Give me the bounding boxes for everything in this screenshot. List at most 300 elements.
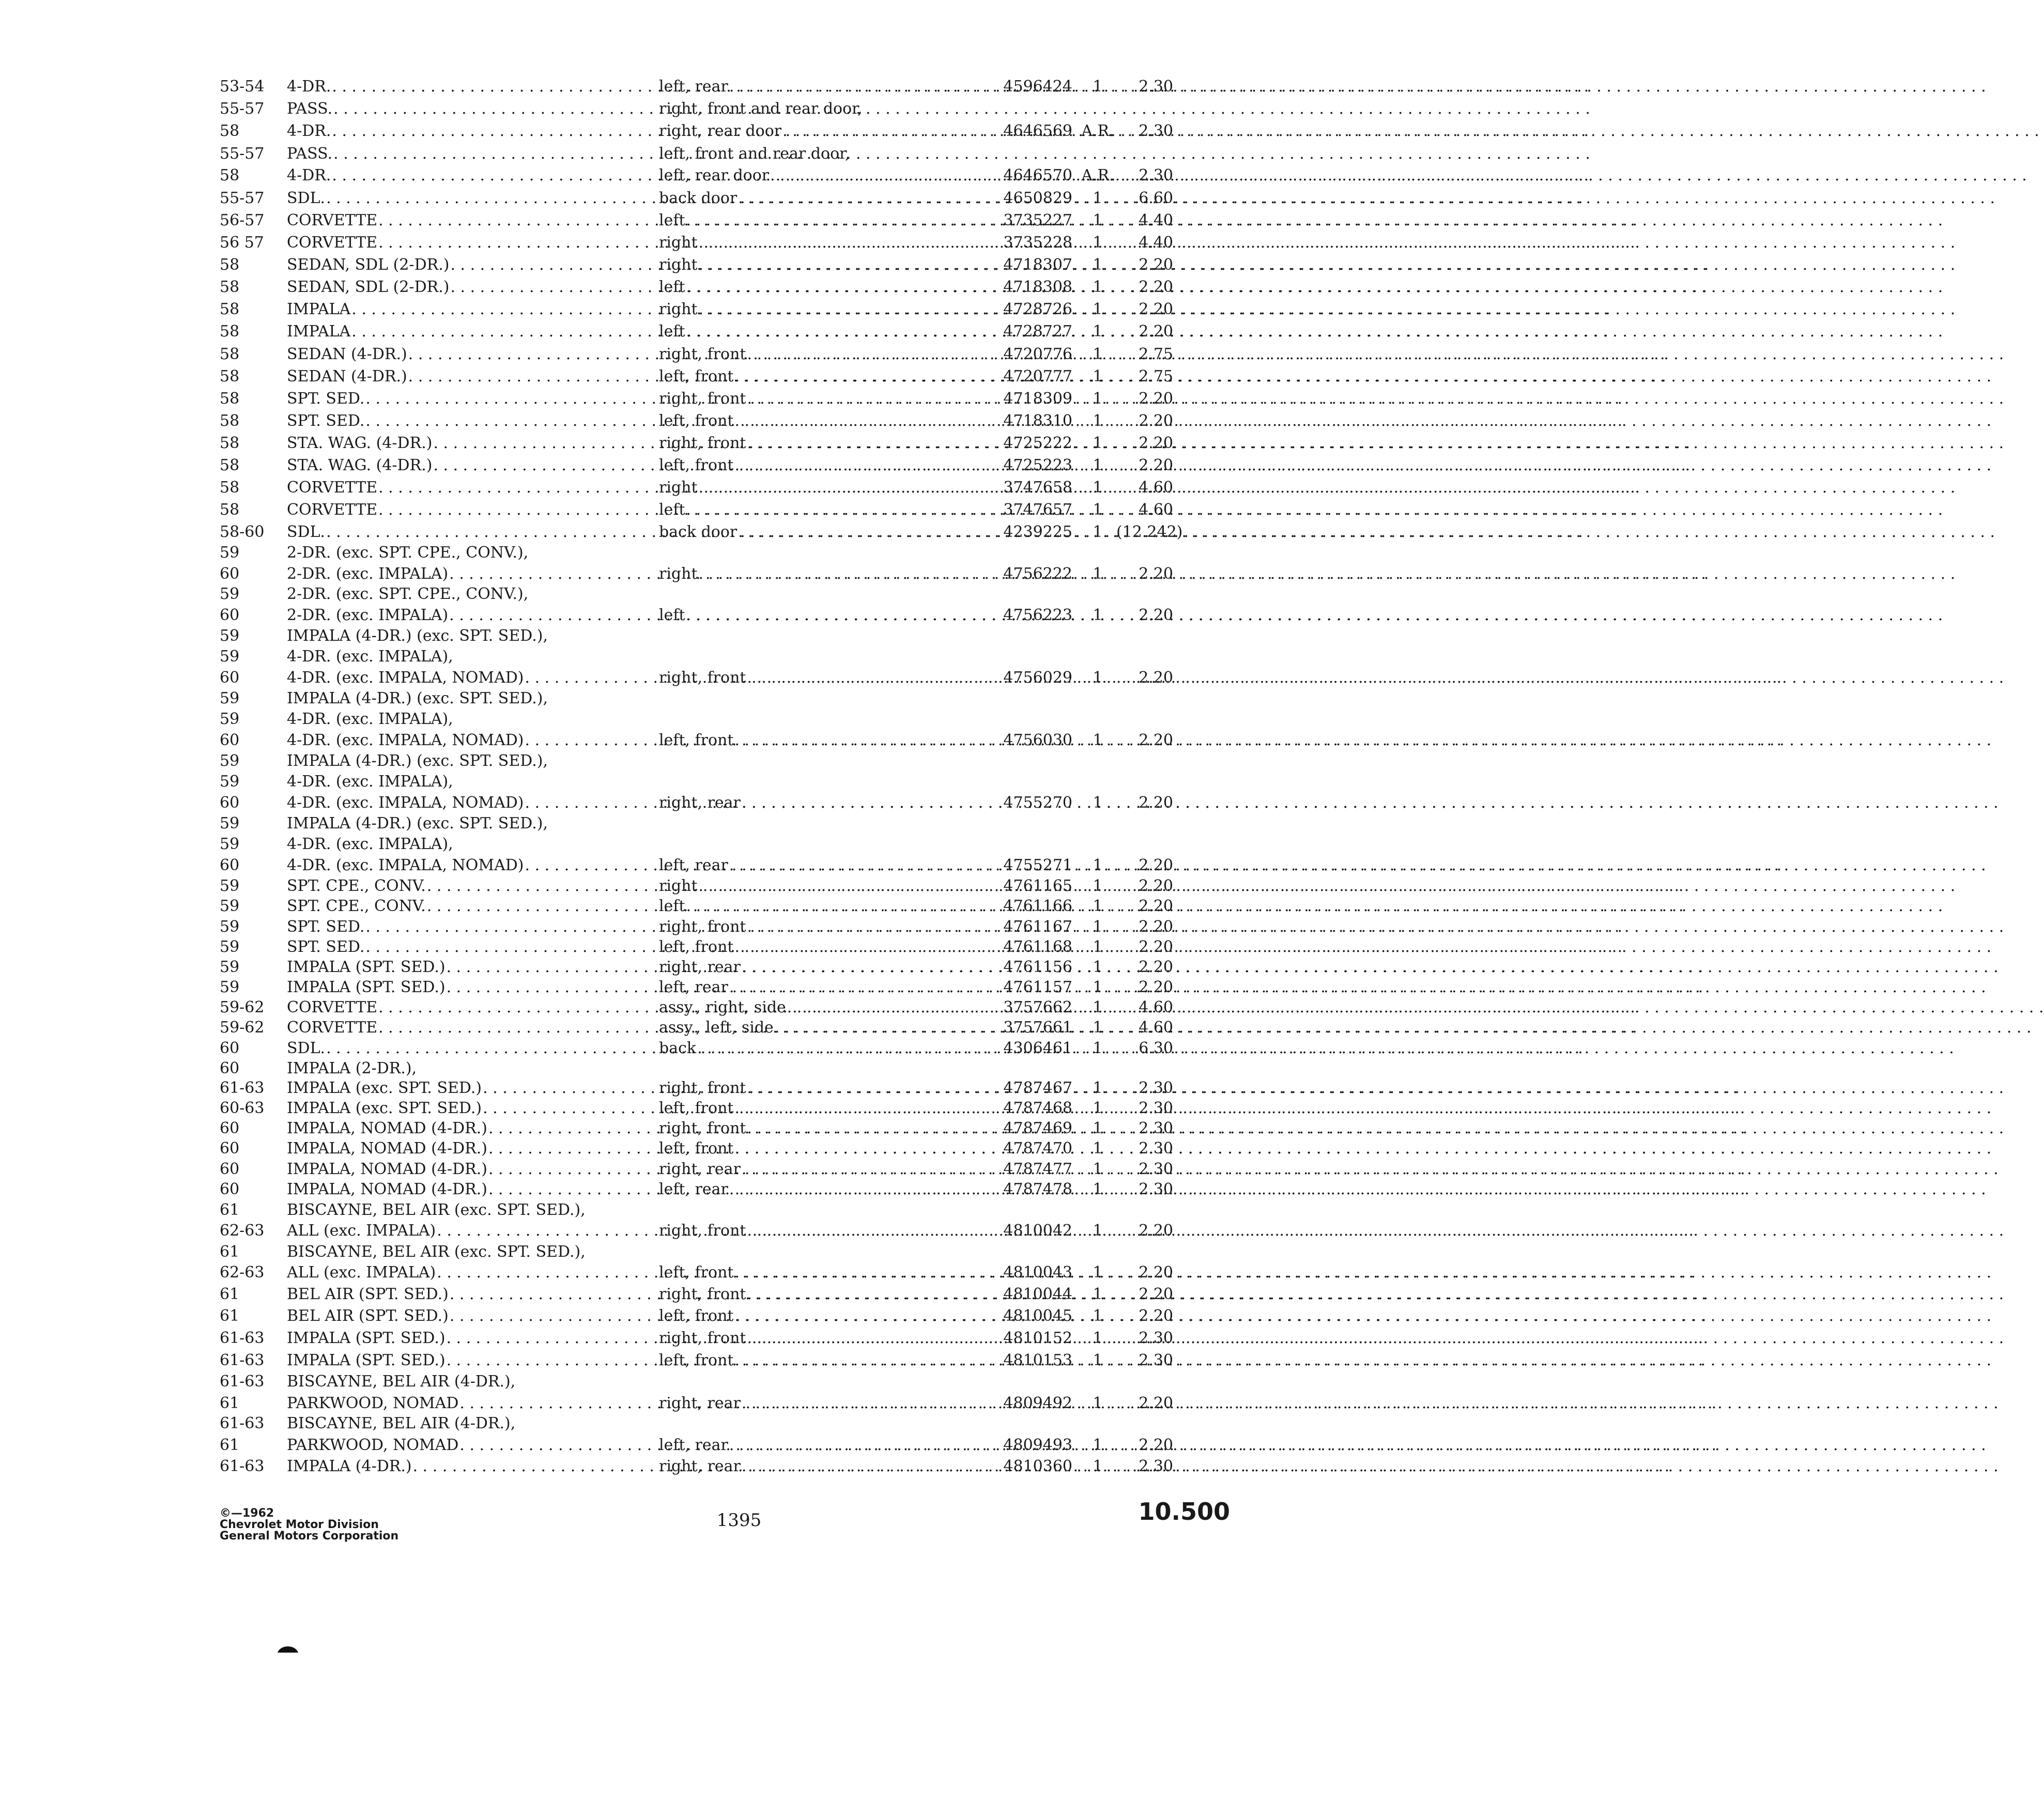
model-year: 55-57	[220, 100, 265, 118]
body-model	[287, 876, 600, 897]
part-number: 4761166	[1003, 897, 1072, 915]
list-price	[1116, 1242, 1173, 1262]
part-description-text: left	[659, 606, 685, 624]
table-row	[0, 210, 1307, 231]
dot-leader	[729, 1179, 1986, 1200]
body-model	[287, 500, 600, 520]
body-model	[287, 433, 600, 454]
table-row	[0, 1242, 1307, 1262]
part-description-text: right, front	[659, 345, 746, 363]
body-model	[287, 210, 600, 231]
body-model	[287, 233, 600, 253]
quantity: 1	[1093, 1351, 1103, 1369]
body-model	[287, 321, 600, 342]
body-model-text: STA. WAG. (4-DR.)	[287, 456, 433, 474]
table-row	[0, 917, 1307, 937]
part-description-text: right, front	[659, 1329, 746, 1347]
model-year: 60	[220, 794, 240, 812]
quantity: 1	[1093, 367, 1103, 386]
model-year: 58	[220, 390, 240, 408]
part-description	[659, 605, 977, 626]
part-description	[659, 165, 977, 186]
quantity: 1	[1093, 1307, 1103, 1325]
quantity: 1	[1093, 877, 1103, 895]
body-model-text: IMPALA	[287, 322, 351, 341]
body-model	[287, 1350, 600, 1371]
body-model-text: IMPALA (2-DR.),	[287, 1059, 417, 1077]
table-row	[0, 793, 1307, 813]
part-number	[982, 646, 1072, 667]
table-row	[0, 299, 1307, 320]
model-year: 62-63	[220, 1263, 265, 1282]
part-description	[659, 366, 977, 387]
part-description-text: left	[659, 501, 685, 519]
body-model-text: SEDAN (4-DR.)	[287, 345, 407, 363]
list-price: 2.20	[1139, 256, 1173, 274]
model-year: 58	[220, 434, 240, 452]
part-number: 4761167	[1003, 918, 1072, 936]
model-year: 60	[220, 669, 240, 687]
model-year: 59	[220, 627, 240, 645]
body-model	[287, 255, 600, 275]
part-number	[982, 751, 1072, 772]
model-year: 60-63	[220, 1099, 265, 1117]
quantity: 1	[1093, 1222, 1103, 1240]
table-row	[0, 1284, 1307, 1305]
body-model-text: IMPALA (SPT. SED.)	[287, 1351, 445, 1369]
body-model-text: IMPALA (4-DR.) (exc. SPT. SED.),	[287, 689, 548, 707]
list-price: 2.20	[1139, 938, 1173, 956]
model-year: 60	[220, 565, 240, 583]
table-row	[0, 411, 1307, 431]
part-description-text: right, rear door	[659, 122, 782, 140]
list-price: 6.30	[1139, 1039, 1173, 1057]
part-description-text: right, front	[659, 669, 746, 687]
dot-leader	[734, 1262, 1991, 1283]
quantity	[1079, 1058, 1116, 1079]
body-model	[287, 477, 600, 498]
list-price	[1116, 772, 1173, 792]
body-model-text: 2-DR. (exc. IMPALA)	[287, 606, 449, 624]
part-description-text: right, rear	[659, 1160, 741, 1178]
list-price	[1116, 688, 1173, 709]
quantity	[1079, 834, 1116, 855]
part-description-text: right, rear	[659, 1394, 741, 1412]
dot-leader	[787, 997, 2044, 1018]
list-price	[1116, 1413, 1173, 1434]
part-description-text: right, rear	[659, 1457, 741, 1475]
table-row	[0, 455, 1307, 476]
dot-leader	[782, 121, 2039, 142]
quantity	[1079, 1242, 1116, 1262]
table-row	[0, 1118, 1307, 1139]
part-description	[659, 1306, 977, 1327]
dot-leader	[699, 255, 1956, 275]
part-description-text: right, front	[659, 1079, 746, 1097]
dot-leader	[686, 210, 1943, 231]
dot-leader	[699, 477, 1956, 498]
part-description	[659, 688, 977, 709]
part-number	[982, 1058, 1072, 1079]
body-model	[287, 668, 600, 688]
list-price: 2.30	[1139, 1329, 1173, 1347]
body-model-text: 4-DR.	[287, 122, 331, 140]
quantity: 1	[1093, 856, 1103, 874]
list-price: 2.20	[1139, 897, 1173, 915]
body-model-text: IMPALA, NOMAD (4-DR.)	[287, 1160, 487, 1178]
list-price: 2.30	[1139, 122, 1173, 140]
model-year: 59	[220, 958, 240, 976]
list-price: 4.60	[1139, 501, 1173, 519]
model-year: 59	[220, 897, 240, 915]
dot-leader	[747, 668, 2004, 688]
part-description	[659, 855, 977, 876]
body-model-text: CORVETTE	[287, 211, 378, 229]
list-price: 2.20	[1139, 300, 1173, 318]
table-row	[0, 1221, 1307, 1241]
part-description	[659, 977, 977, 998]
body-model-text: BEL AIR (SPT. SED.)	[287, 1285, 449, 1303]
body-model	[287, 99, 600, 119]
part-description-text: left	[659, 211, 685, 229]
part-description	[659, 389, 977, 409]
part-description	[659, 76, 977, 97]
part-description	[659, 1058, 977, 1079]
table-row	[0, 121, 1307, 142]
table-row	[0, 977, 1307, 998]
model-year: 56 57	[220, 234, 264, 252]
part-description	[659, 730, 977, 751]
part-number: 4810045	[1003, 1307, 1072, 1325]
quantity: 1	[1093, 434, 1103, 452]
body-model	[287, 188, 600, 209]
dot-leader	[729, 1435, 1986, 1456]
list-price	[1116, 144, 1173, 164]
part-description-text: right, rear	[659, 958, 741, 976]
part-description-text: right, front	[659, 390, 746, 408]
table-row	[0, 709, 1307, 730]
part-description-text: left, rear	[659, 78, 728, 96]
part-number: 4761157	[1003, 978, 1072, 996]
body-model-text: CORVETTE	[287, 1019, 378, 1037]
dot-leader	[729, 977, 1986, 998]
model-year: 60	[220, 731, 240, 749]
part-description-text: back door	[659, 523, 737, 541]
part-number: 4650829	[1003, 189, 1072, 207]
body-model-text: 4-DR. (exc. IMPALA, NOMAD)	[287, 794, 524, 812]
body-model	[287, 751, 600, 772]
body-model-text: 2-DR. (exc. IMPALA)	[287, 565, 449, 583]
model-year: 58	[220, 367, 240, 386]
quantity: 1	[1093, 1263, 1103, 1282]
part-description-text: right, front	[659, 1222, 746, 1240]
list-price: 2.20	[1139, 456, 1173, 474]
part-description-text: left, rear	[659, 1436, 728, 1454]
quantity: 1	[1093, 322, 1103, 341]
model-year: 55-57	[220, 145, 265, 163]
dot-leader	[747, 917, 2004, 937]
body-model	[287, 277, 600, 298]
body-model	[287, 1221, 600, 1241]
dot-leader	[699, 299, 1956, 320]
part-description	[659, 1393, 977, 1414]
model-year: 58	[220, 166, 240, 184]
model-year: 58	[220, 501, 240, 519]
table-row	[0, 1200, 1307, 1221]
list-price: 2.20	[1139, 1307, 1173, 1325]
model-year: 60	[220, 1180, 240, 1198]
body-model-text: IMPALA (SPT. SED.)	[287, 978, 445, 996]
list-price: 2.30	[1139, 1139, 1173, 1158]
body-model	[287, 1393, 600, 1414]
list-price	[1116, 1371, 1173, 1392]
table-row	[0, 188, 1307, 209]
part-description	[659, 1159, 977, 1180]
part-number	[982, 584, 1072, 605]
model-year: 61	[220, 1201, 240, 1219]
list-price	[1116, 543, 1173, 563]
part-number	[982, 99, 1072, 119]
quantity	[1079, 1200, 1116, 1221]
body-model	[287, 1078, 600, 1099]
part-description-text: left, front	[659, 731, 734, 749]
body-model	[287, 1306, 600, 1327]
body-model	[287, 1038, 600, 1059]
table-row	[0, 668, 1307, 688]
model-year: 61-63	[220, 1457, 265, 1475]
part-number	[982, 626, 1072, 646]
body-model-text: SDL.	[287, 1039, 326, 1057]
dot-leader	[747, 1118, 2004, 1139]
quantity: 1	[1093, 234, 1103, 252]
part-description-text: right	[659, 565, 698, 583]
list-price	[1116, 99, 1173, 119]
body-model	[287, 957, 600, 978]
quantity: 1	[1093, 300, 1103, 318]
list-price: 2.30	[1139, 1119, 1173, 1137]
part-number: 4720776	[1003, 345, 1072, 363]
body-model-text: BISCAYNE, BEL AIR (4-DR.),	[287, 1414, 516, 1432]
part-number	[982, 834, 1072, 855]
table-row	[0, 1159, 1307, 1180]
body-model	[287, 299, 600, 320]
body-model	[287, 584, 600, 605]
quantity: 1	[1093, 938, 1103, 956]
list-price: 2.20	[1139, 1263, 1173, 1282]
quantity: 1	[1093, 501, 1103, 519]
list-price: 2.30	[1139, 166, 1173, 184]
quantity: 1	[1093, 669, 1103, 687]
quantity: 1	[1093, 1329, 1103, 1347]
table-row	[0, 1038, 1307, 1059]
list-price: 6.60	[1139, 189, 1173, 207]
list-price: 2.20	[1139, 1436, 1173, 1454]
part-number	[982, 772, 1072, 792]
part-description	[659, 543, 977, 563]
model-year: 61	[220, 1243, 240, 1261]
model-year: 59	[220, 773, 240, 791]
part-description	[659, 937, 977, 958]
list-price: 4.60	[1139, 1019, 1173, 1037]
quantity	[1079, 709, 1116, 730]
body-model-text: IMPALA (exc. SPT. SED.)	[287, 1099, 482, 1117]
body-model-text: BEL AIR (SPT. SED.)	[287, 1307, 449, 1325]
dot-leader	[734, 1350, 1991, 1371]
list-price: (12.242)	[1116, 523, 1183, 541]
body-model-text: ALL (exc. IMPALA)	[287, 1222, 436, 1240]
body-model-text: SPT. SED.	[287, 918, 365, 936]
body-model-text: IMPALA (4-DR.) (exc. SPT. SED.),	[287, 814, 548, 833]
part-description	[659, 1435, 977, 1456]
table-row	[0, 688, 1307, 709]
list-price	[1116, 834, 1173, 855]
table-row	[0, 1078, 1307, 1099]
part-description-text: right, front and rear door,	[659, 100, 863, 118]
body-model	[287, 834, 600, 855]
part-description	[659, 1078, 977, 1099]
part-number: 4306461	[1003, 1039, 1072, 1057]
model-year: 60	[220, 1039, 240, 1057]
part-description	[659, 626, 977, 646]
model-year: 61	[220, 1307, 240, 1325]
table-row	[0, 1058, 1307, 1079]
model-year: 55-57	[220, 189, 265, 207]
part-description	[659, 299, 977, 320]
part-number: 4755270	[1003, 794, 1072, 812]
body-model	[287, 1098, 600, 1119]
dot-leader	[742, 1159, 1999, 1180]
body-model	[287, 1328, 600, 1349]
part-description	[659, 917, 977, 937]
part-description	[659, 210, 977, 231]
table-row	[0, 1456, 1307, 1477]
model-year: 61-63	[220, 1329, 265, 1347]
list-price: 2.30	[1139, 1180, 1173, 1198]
list-price: 2.20	[1139, 322, 1173, 341]
body-model	[287, 344, 600, 365]
body-model	[287, 709, 600, 730]
part-number: 4718308	[1003, 278, 1072, 296]
quantity: 1	[1093, 390, 1103, 408]
body-model	[287, 626, 600, 646]
model-year: 59	[220, 814, 240, 833]
copyright-line: ©—1962	[220, 1507, 274, 1520]
part-description	[659, 1138, 977, 1159]
part-description	[659, 188, 977, 209]
part-description-text: left	[659, 897, 685, 915]
quantity: 1	[1093, 1457, 1103, 1475]
part-number: 4787469	[1003, 1119, 1072, 1137]
dot-leader	[734, 937, 1991, 958]
body-model-text: 4-DR. (exc. IMPALA, NOMAD)	[287, 731, 524, 749]
model-year: 59-62	[220, 1019, 265, 1037]
table-row	[0, 626, 1307, 646]
part-number: 4646569	[1003, 122, 1072, 140]
part-description	[659, 344, 977, 365]
body-model	[287, 1058, 600, 1079]
dot-leader	[729, 855, 1986, 876]
body-model-text: IMPALA	[287, 300, 351, 318]
part-number	[982, 1371, 1072, 1392]
part-number: 4646570	[1003, 166, 1072, 184]
part-description-text: assy., right, side	[659, 998, 786, 1016]
body-model-text: SDL.	[287, 523, 326, 541]
part-description	[659, 1098, 977, 1119]
body-model-text: PARKWOOD, NOMAD	[287, 1436, 459, 1454]
part-number: 3735227	[1003, 211, 1072, 229]
dot-leader	[775, 1018, 2032, 1038]
dot-leader	[734, 455, 1991, 476]
list-price: 2.30	[1139, 1351, 1173, 1369]
table-row	[0, 834, 1307, 855]
body-model	[287, 813, 600, 834]
model-year: 62-63	[220, 1222, 265, 1240]
body-model	[287, 1371, 600, 1392]
model-year: 60	[220, 1139, 240, 1158]
quantity: 1	[1093, 1394, 1103, 1412]
list-price: 2.20	[1139, 606, 1173, 624]
part-description-text: left, front	[659, 367, 734, 386]
part-description	[659, 277, 977, 298]
dot-leader	[686, 277, 1943, 298]
part-number: 4761165	[1003, 877, 1072, 895]
part-description-text: right	[659, 256, 698, 274]
body-model-text: IMPALA, NOMAD (4-DR.)	[287, 1139, 487, 1158]
body-model	[287, 793, 600, 813]
part-description	[659, 1118, 977, 1139]
quantity: 1	[1093, 412, 1103, 430]
part-number	[982, 1200, 1072, 1221]
model-year: 58	[220, 122, 240, 140]
part-number: 4810153	[1003, 1351, 1072, 1369]
part-description-text: left, front	[659, 1099, 734, 1117]
list-price: 2.20	[1139, 278, 1173, 296]
quantity: 1	[1093, 918, 1103, 936]
body-model-text: IMPALA (4-DR.) (exc. SPT. SED.),	[287, 752, 548, 770]
part-description	[659, 522, 977, 543]
body-model-text: SPT. SED.	[287, 412, 365, 430]
model-year: 61-63	[220, 1414, 265, 1432]
quantity	[1079, 144, 1116, 164]
table-row	[0, 277, 1307, 298]
part-number	[982, 688, 1072, 709]
part-description-text: right, front	[659, 1285, 746, 1303]
division-line: Chevrolet Motor Division	[220, 1518, 379, 1531]
dot-leader	[738, 522, 1995, 543]
part-description-text: left, front	[659, 456, 734, 474]
part-description	[659, 813, 977, 834]
dot-leader	[697, 1038, 1954, 1059]
part-description	[659, 1328, 977, 1349]
part-number: 4718309	[1003, 390, 1072, 408]
part-description	[659, 1179, 977, 1200]
part-description	[659, 1371, 977, 1392]
body-model	[287, 411, 600, 431]
body-model-text: IMPALA (4-DR.) (exc. SPT. SED.),	[287, 627, 548, 645]
body-model	[287, 455, 600, 476]
body-model	[287, 772, 600, 792]
part-number	[982, 144, 1072, 164]
part-number: 4787468	[1003, 1099, 1072, 1117]
body-model	[287, 76, 600, 97]
table-row	[0, 1138, 1307, 1159]
body-model-text: CORVETTE	[287, 479, 378, 497]
body-model	[287, 1435, 600, 1456]
list-price: 4.60	[1139, 998, 1173, 1016]
quantity: 1	[1093, 1285, 1103, 1303]
table-row	[0, 165, 1307, 186]
body-model	[287, 997, 600, 1018]
